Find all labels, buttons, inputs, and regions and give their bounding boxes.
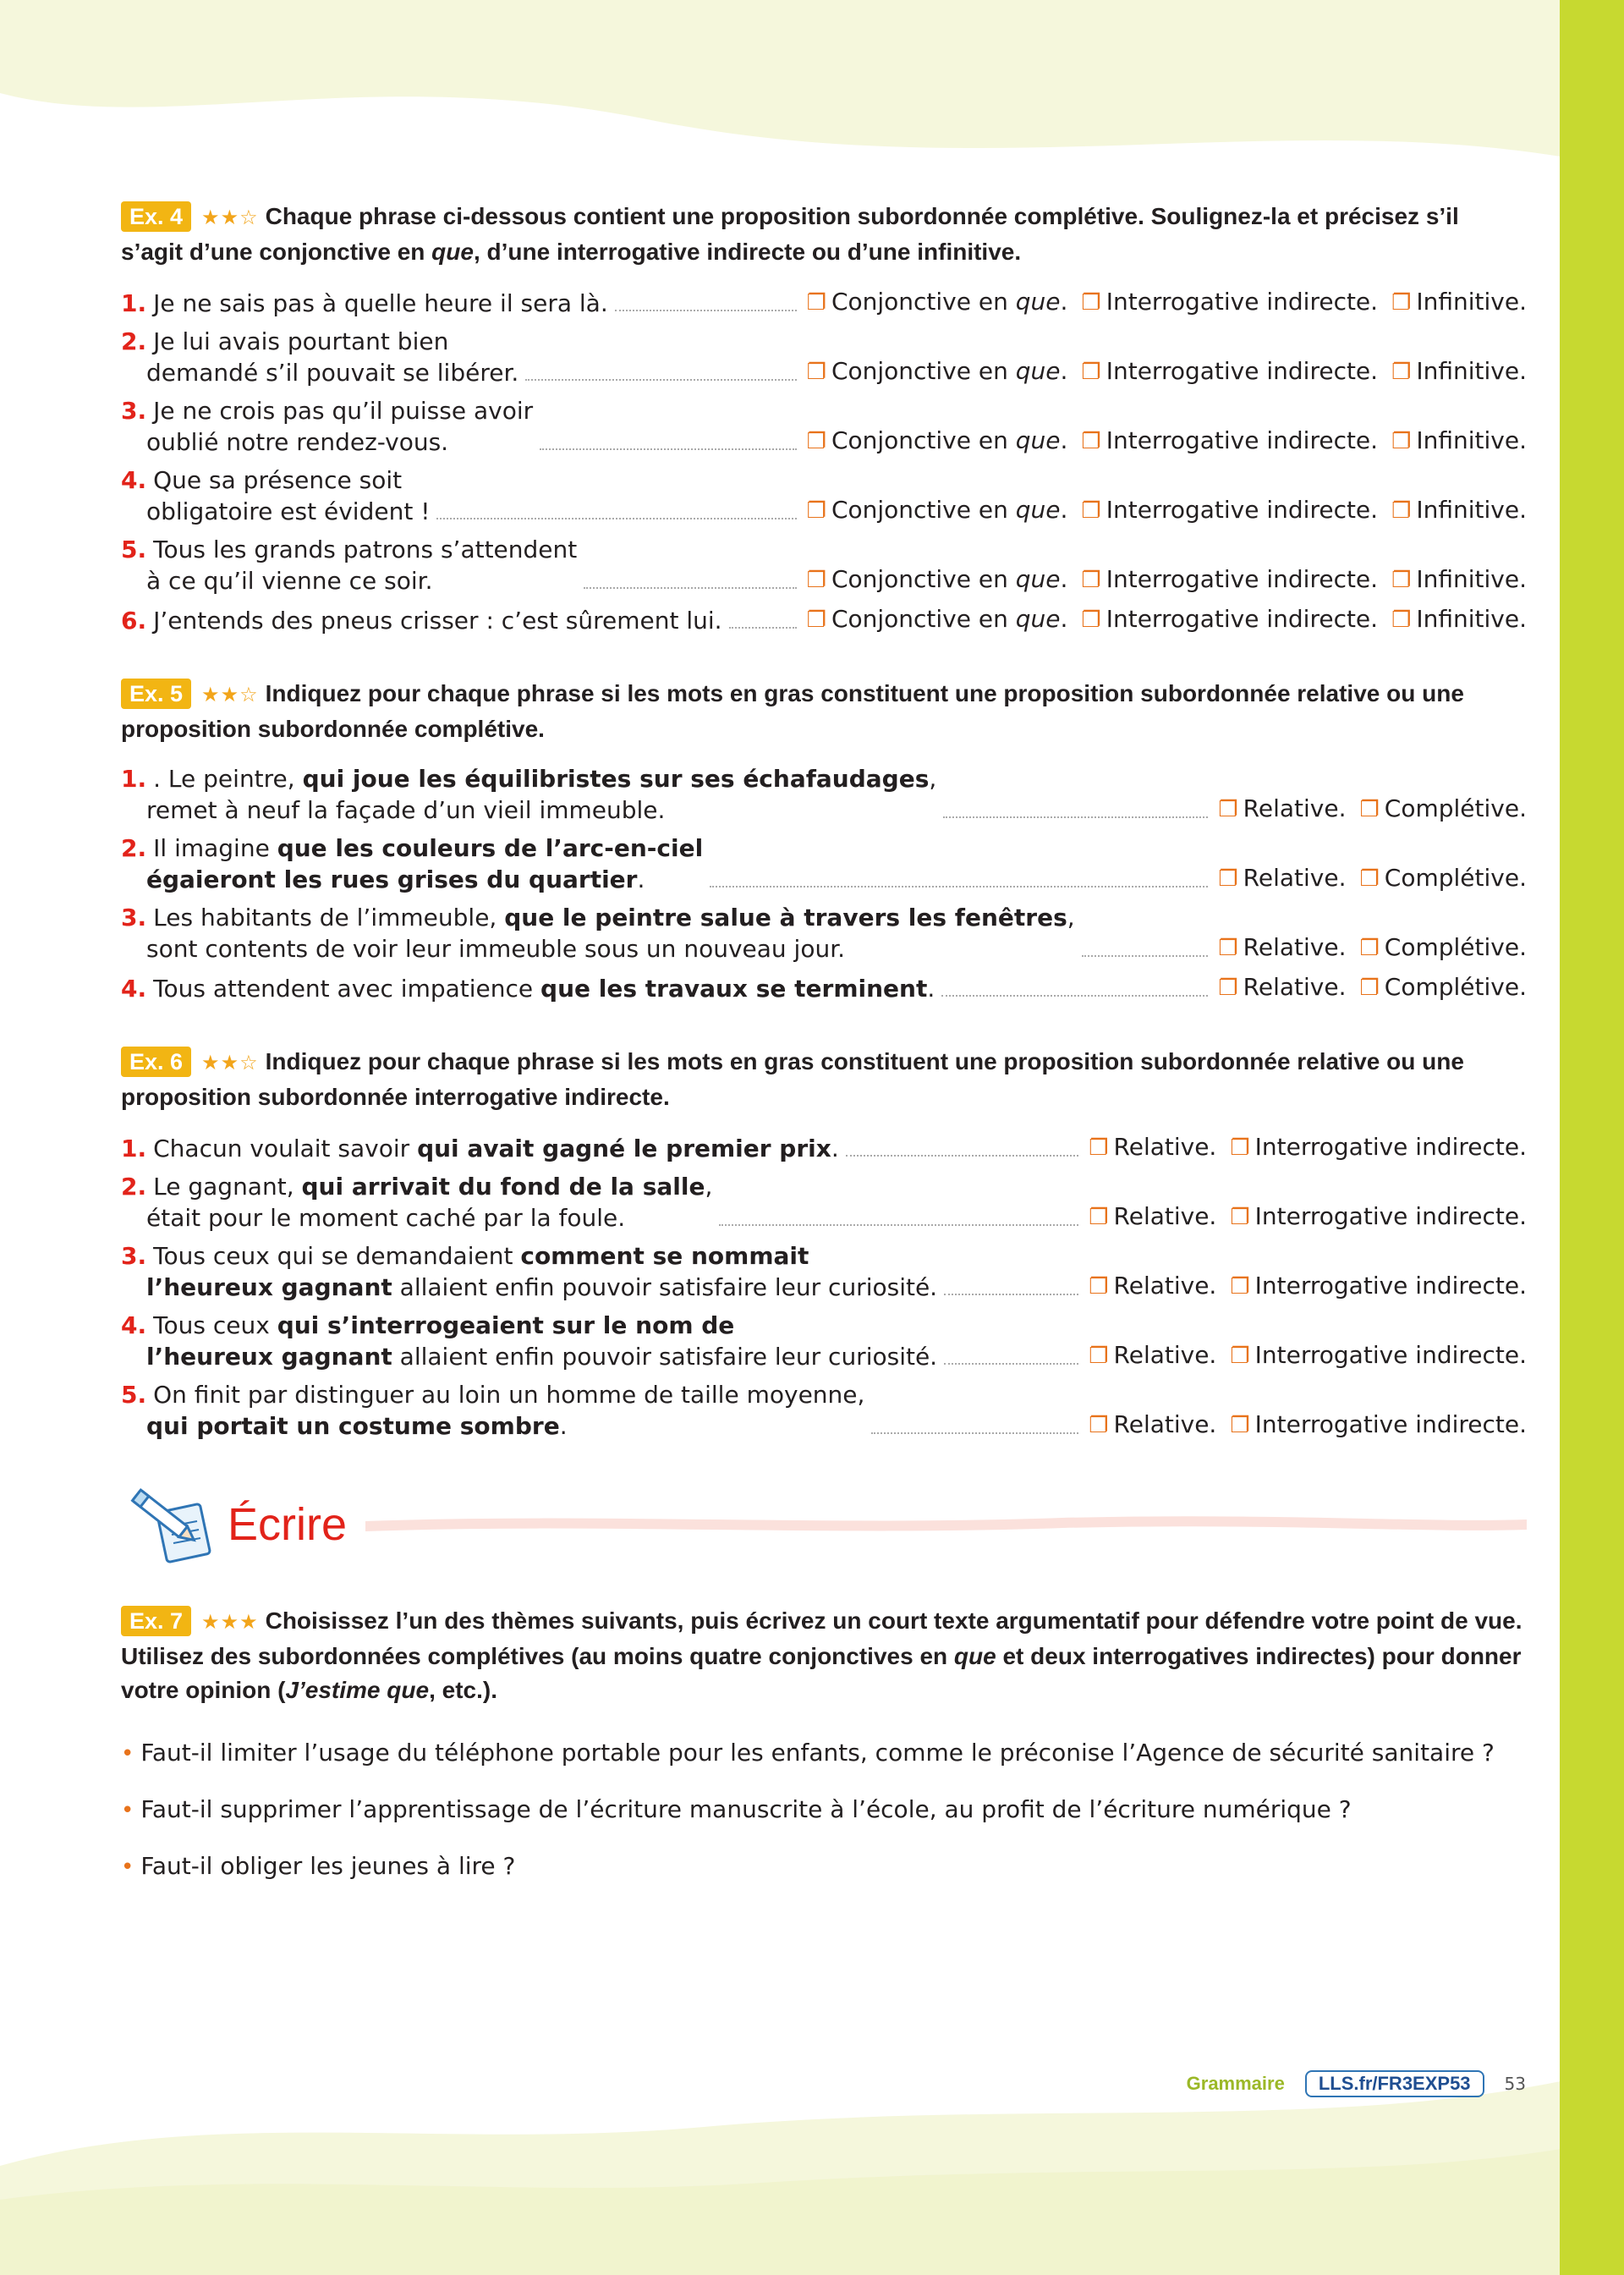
option-completive[interactable]: ❐ Complétive. xyxy=(1359,794,1527,822)
footer-link[interactable]: LLS.fr/FR3EXP53 xyxy=(1305,2070,1484,2097)
pencil-notebook-icon xyxy=(121,1482,222,1567)
answer-dotted-line[interactable] xyxy=(710,886,1208,887)
checkbox-icon: ❐ xyxy=(1218,975,1238,1001)
option-interrogative[interactable]: ❐ Interrogative indirecte. xyxy=(1230,1202,1527,1230)
option-conjonctive[interactable]: ❐ Conjonctive en que. xyxy=(806,605,1068,633)
checkbox-icon: ❐ xyxy=(1218,936,1238,961)
list-item: • Faut-il supprimer l’apprentissage de l’écriture manuscrite à l’école, au profit de l’écriture numérique ? xyxy=(121,1795,1352,1823)
exercise-5-items xyxy=(121,763,1527,1004)
checkbox-icon: ❐ xyxy=(1218,797,1238,822)
checkbox-icon: ❐ xyxy=(1081,568,1101,593)
answer-dotted-line[interactable] xyxy=(436,518,796,519)
checkbox-icon: ❐ xyxy=(1089,1274,1109,1300)
list-item: 2. Je lui avais pourtant bien demandé s’il pouvait se libérer. ❐ Conjonctive en que. ❐ Interrogative indirecte. ❐ Infinitive. xyxy=(121,327,1527,387)
list-item: 4. Tous attendent avec impatience que les travaux se terminent. ❐ Relative. ❐ Complétive. xyxy=(121,973,1527,1003)
option-relative[interactable]: ❐ Relative. xyxy=(1218,864,1347,892)
option-interrogative[interactable]: ❐ Interrogative indirecte. xyxy=(1081,426,1379,454)
checkbox-icon: ❐ xyxy=(1359,975,1380,1001)
checkbox-icon: ❐ xyxy=(1230,1274,1250,1300)
section-title: Écrire xyxy=(228,1499,348,1550)
checkbox-icon: ❐ xyxy=(1230,1135,1250,1161)
checkbox-icon: ❐ xyxy=(1230,1413,1250,1438)
checkbox-icon: ❐ xyxy=(1081,429,1101,454)
difficulty-stars-icon: ★★☆ xyxy=(201,206,259,229)
answer-dotted-line[interactable] xyxy=(944,1363,1078,1365)
checkbox-icon: ❐ xyxy=(1089,1205,1109,1230)
answer-dotted-line[interactable] xyxy=(719,1224,1078,1226)
option-relative[interactable]: ❐ Relative. xyxy=(1218,973,1347,1001)
checkbox-icon: ❐ xyxy=(806,498,826,524)
checkbox-icon: ❐ xyxy=(1391,290,1412,316)
option-interrogative[interactable]: ❐ Interrogative indirecte. xyxy=(1230,1133,1527,1161)
list-item: 2. Le gagnant, qui arrivait du fond de la salle, était pour le moment caché par la foule. ❐ Relative. ❐ Interrogative indirecte. xyxy=(121,1173,1527,1232)
checkbox-icon: ❐ xyxy=(1391,568,1412,593)
exercise-6-instruction: Ex. 6 ★★☆ Indiquez pour chaque phrase si les mots en gras constituent une proposition subordonnée relative ou une proposition subordonnée interrogative indirecte. xyxy=(121,1048,1464,1110)
checkbox-icon: ❐ xyxy=(1089,1413,1109,1438)
option-interrogative[interactable]: ❐ Interrogative indirecte. xyxy=(1081,357,1379,385)
exercise-badge: Ex. 6 xyxy=(121,1047,191,1077)
option-infinitive[interactable]: ❐ Infinitive. xyxy=(1391,496,1527,524)
bullet-icon: • xyxy=(121,1741,134,1767)
checkbox-icon: ❐ xyxy=(806,568,826,593)
list-item: 3. Tous ceux qui se demandaient comment se nommait l’heureux gagnant allaient enfin pouvoir satisfaire leur curiosité. ❐ Relative. ❐ Interrogative indirecte. xyxy=(121,1242,1527,1301)
option-infinitive[interactable]: ❐ Infinitive. xyxy=(1391,605,1527,633)
option-conjonctive[interactable]: ❐ Conjonctive en que. xyxy=(806,496,1068,524)
option-interrogative[interactable]: ❐ Interrogative indirecte. xyxy=(1230,1410,1527,1438)
exercise-5-instruction: Ex. 5 ★★☆ Indiquez pour chaque phrase si les mots en gras constituent une proposition subordonnée relative ou une proposition subordonnée complétive. xyxy=(121,680,1464,742)
difficulty-stars-icon: ★★☆ xyxy=(201,1052,259,1074)
exercise-5 xyxy=(121,677,1527,1004)
difficulty-stars-icon: ★★★ xyxy=(201,1611,259,1634)
list-item: 1. Chacun voulait savoir qui avait gagné le premier prix. ❐ Relative. ❐ Interrogative indirecte. xyxy=(121,1133,1527,1162)
checkbox-icon: ❐ xyxy=(1089,1344,1109,1369)
option-interrogative[interactable]: ❐ Interrogative indirecte. xyxy=(1230,1341,1527,1369)
answer-dotted-line[interactable] xyxy=(525,379,796,381)
option-interrogative[interactable]: ❐ Interrogative indirecte. xyxy=(1230,1272,1527,1300)
option-completive[interactable]: ❐ Complétive. xyxy=(1359,864,1527,892)
difficulty-stars-icon: ★★☆ xyxy=(201,684,259,706)
option-infinitive[interactable]: ❐ Infinitive. xyxy=(1391,288,1527,316)
list-item: 3. Je ne crois pas qu’il puisse avoir oublié notre rendez-vous. ❐ Conjonctive en que. ❐ Interrogative indirecte. ❐ Infinitive. xyxy=(121,397,1527,456)
answer-dotted-line[interactable] xyxy=(846,1155,1078,1157)
option-relative[interactable]: ❐ Relative. xyxy=(1218,933,1347,961)
answer-dotted-line[interactable] xyxy=(943,816,1208,818)
checkbox-icon: ❐ xyxy=(1391,498,1412,524)
option-conjonctive[interactable]: ❐ Conjonctive en que. xyxy=(806,565,1068,593)
checkbox-icon: ❐ xyxy=(1359,797,1380,822)
option-interrogative[interactable]: ❐ Interrogative indirecte. xyxy=(1081,565,1379,593)
option-interrogative[interactable]: ❐ Interrogative indirecte. xyxy=(1081,605,1379,633)
exercise-4-items xyxy=(121,286,1527,636)
checkbox-icon: ❐ xyxy=(806,290,826,316)
list-item: 2. Il imagine que les couleurs de l’arc-en-ciel égaieront les rues grises du quartier. ❐ Relative. ❐ Complétive. xyxy=(121,834,1527,893)
footer-section-label: Grammaire xyxy=(1186,2073,1285,2094)
option-interrogative[interactable]: ❐ Interrogative indirecte. xyxy=(1081,288,1379,316)
checkbox-icon: ❐ xyxy=(1081,498,1101,524)
list-item: 4. Que sa présence soit obligatoire est évident ! ❐ Conjonctive en que. ❐ Interrogative indirecte. ❐ Infinitive. xyxy=(121,466,1527,525)
exercise-7 xyxy=(121,1604,1527,1884)
exercise-badge: Ex. 4 xyxy=(121,201,191,232)
option-completive[interactable]: ❐ Complétive. xyxy=(1359,973,1527,1001)
option-infinitive[interactable]: ❐ Infinitive. xyxy=(1391,357,1527,385)
option-relative[interactable]: ❐ Relative. xyxy=(1089,1341,1217,1369)
section-header-ecrire xyxy=(121,1482,1527,1567)
list-item: 1. . Le peintre, qui joue les équilibristes sur ses échafaudages, remet à neuf la façade d’un vieil immeuble. ❐ Relative. ❐ Complétive. xyxy=(121,765,1527,824)
checkbox-icon: ❐ xyxy=(1391,429,1412,454)
checkbox-icon: ❐ xyxy=(1081,607,1101,633)
exercise-badge: Ex. 5 xyxy=(121,679,191,709)
list-item: • Faut-il obliger les jeunes à lire ? xyxy=(121,1852,516,1880)
option-conjonctive[interactable]: ❐ Conjonctive en que. xyxy=(806,288,1068,316)
checkbox-icon: ❐ xyxy=(1359,866,1380,892)
option-relative[interactable]: ❐ Relative. xyxy=(1089,1410,1217,1438)
list-item: 4. Tous ceux qui s’interrogeaient sur le nom de l’heureux gagnant allaient enfin pouvoir satisfaire leur curiosité. ❐ Relative. ❐ Interrogative indirecte. xyxy=(121,1311,1527,1371)
checkbox-icon: ❐ xyxy=(806,360,826,385)
checkbox-icon: ❐ xyxy=(1359,936,1380,961)
checkbox-icon: ❐ xyxy=(1089,1135,1109,1161)
answer-dotted-line[interactable] xyxy=(729,627,797,629)
exercise-4-instruction: Ex. 4 ★★☆ Chaque phrase ci-dessous contient une proposition subordonnée complétive. Soulignez-la et précisez s’il s’agit d’une conjonctive en que, d’une interrogative indirecte ou d’une infinitive. xyxy=(121,203,1459,265)
checkbox-icon: ❐ xyxy=(1081,290,1101,316)
answer-dotted-line[interactable] xyxy=(941,995,1208,997)
option-relative[interactable]: ❐ Relative. xyxy=(1089,1272,1217,1300)
page-number: 53 xyxy=(1504,2074,1526,2094)
list-item: 3. Les habitants de l’immeuble, que le peintre salue à travers les fenêtres, sont contents de voir leur immeuble sous un nouveau jour. ❐ Relative. ❐ Complétive. xyxy=(121,904,1527,963)
option-interrogative[interactable]: ❐ Interrogative indirecte. xyxy=(1081,496,1379,524)
option-infinitive[interactable]: ❐ Infinitive. xyxy=(1391,426,1527,454)
option-conjonctive[interactable]: ❐ Conjonctive en que. xyxy=(806,357,1068,385)
exercise-7-instruction: Ex. 7 ★★★ Choisissez l’un des thèmes suivants, puis écrivez un court texte argumentatif pour défendre votre point de vue. Utilisez des subordonnées complétives (au moins quatre conjonctives en que et deux interrogatives indirectes) pour donner votre opinion (J’estime que, etc.). xyxy=(121,1607,1522,1703)
checkbox-icon: ❐ xyxy=(1391,607,1412,633)
checkbox-icon: ❐ xyxy=(1230,1205,1250,1230)
list-item: 1. Je ne sais pas à quelle heure il sera là. ❐ Conjonctive en que. ❐ Interrogative indirecte. ❐ Infinitive. xyxy=(121,288,1527,317)
exercise-7-themes xyxy=(121,1736,1527,1884)
answer-dotted-line[interactable] xyxy=(871,1432,1078,1434)
exercise-badge: Ex. 7 xyxy=(121,1606,191,1636)
answer-dotted-line[interactable] xyxy=(944,1294,1078,1295)
answer-dotted-line[interactable] xyxy=(1082,955,1209,957)
checkbox-icon: ❐ xyxy=(1230,1344,1250,1369)
list-item: 5. Tous les grands patrons s’attendent à ce qu’il vienne ce soir. ❐ Conjonctive en que. ❐ Interrogative indirecte. ❐ Infinitive. xyxy=(121,536,1527,595)
answer-dotted-line[interactable] xyxy=(615,310,797,311)
option-infinitive[interactable]: ❐ Infinitive. xyxy=(1391,565,1527,593)
side-accent-bar xyxy=(1560,0,1624,2275)
option-relative[interactable]: ❐ Relative. xyxy=(1218,794,1347,822)
checkbox-icon: ❐ xyxy=(1081,360,1101,385)
list-item: 6. J’entends des pneus crisser : c’est sûrement lui. ❐ Conjonctive en que. ❐ Interrogative indirecte. ❐ Infinitive. xyxy=(121,605,1527,635)
option-completive[interactable]: ❐ Complétive. xyxy=(1359,933,1527,961)
list-item: • Faut-il limiter l’usage du téléphone portable pour les enfants, comme le préconise l’Agence de sécurité sanitaire ? xyxy=(121,1739,1495,1767)
exercise-6-items xyxy=(121,1131,1527,1442)
decorative-divider xyxy=(365,1516,1527,1533)
bullet-icon: • xyxy=(121,1798,134,1823)
exercise-4 xyxy=(121,200,1527,636)
checkbox-icon: ❐ xyxy=(806,429,826,454)
option-conjonctive[interactable]: ❐ Conjonctive en que. xyxy=(806,426,1068,454)
checkbox-icon: ❐ xyxy=(1218,866,1238,892)
checkbox-icon: ❐ xyxy=(1391,360,1412,385)
bullet-icon: • xyxy=(121,1855,134,1880)
page-footer xyxy=(1187,2070,1526,2097)
option-relative[interactable]: ❐ Relative. xyxy=(1089,1202,1217,1230)
list-item: 5. On finit par distinguer au loin un homme de taille moyenne, qui portait un costume sombre. ❐ Relative. ❐ Interrogative indirecte. xyxy=(121,1381,1527,1440)
checkbox-icon: ❐ xyxy=(806,607,826,633)
page-content xyxy=(121,200,1527,1906)
answer-dotted-line[interactable] xyxy=(584,587,796,589)
answer-dotted-line[interactable] xyxy=(540,448,797,450)
exercise-6 xyxy=(121,1045,1527,1442)
option-relative[interactable]: ❐ Relative. xyxy=(1089,1133,1217,1161)
